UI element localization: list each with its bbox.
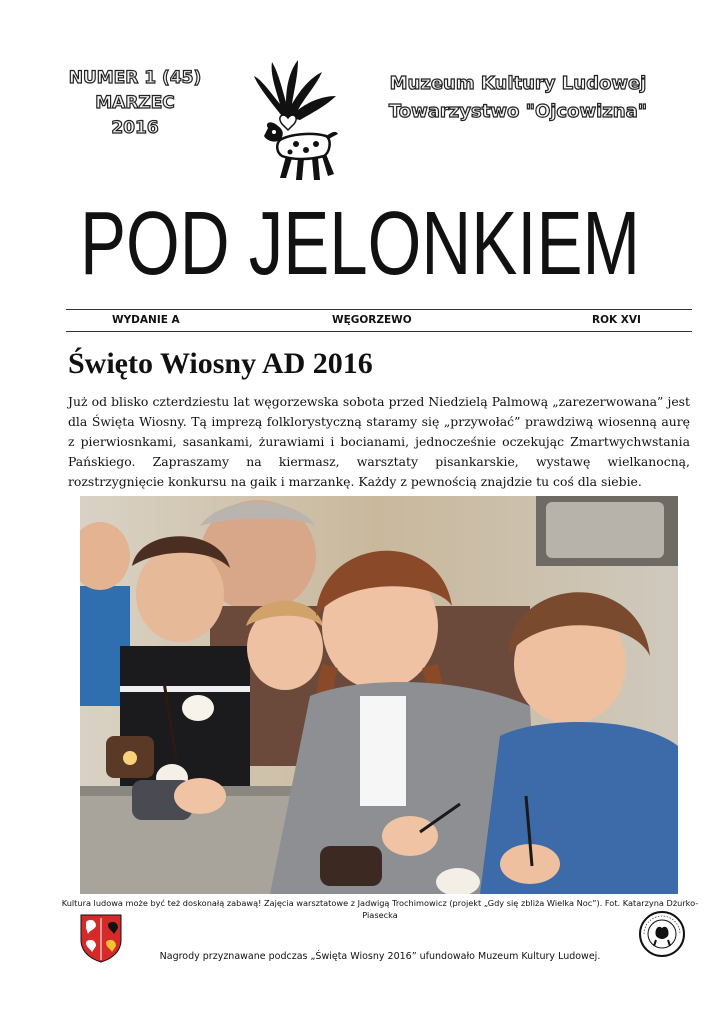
article-lead: Już od blisko czterdziestu lat węgorzewska sobota przed Niedzielą Palmową „zarezerwowana” jest dla Święta Wiosny. Tą imprezą folklorystyczną staramy się „przywołać” prawdziwą wiosenną aurę z pierwiosnkami, sasankami, żurawiami i bocianami, jednocześnie oczekując Zmartwychwstania Pańskiego. Zapraszamy na kiermasz, warsztaty pisankarskie, wystawę wielkanocną, rozstrzygnięcie konkursu na gaik i marzankę. Każdy z pewnością znajdzie tu coś dla siebie. [68, 394, 690, 489]
publishers [372, 70, 664, 126]
masthead [70, 162, 650, 292]
coat-of-arms-icon [78, 912, 124, 964]
edition-label: WYDANIE A [112, 314, 180, 326]
photo-caption: Kultura ludowa może być też doskonałą zabawą! Zajęcia warsztatowe z Jadwigą Trochimowicz (projekt „Gdy się zbliża Wielka Noc”). Fot. Katarzyna Dżurko-Piasecka [61, 898, 699, 920]
workshop-photo [80, 496, 678, 894]
issue-month: MARZEC [95, 93, 175, 113]
top-rule [66, 309, 692, 310]
museum-stamp-icon [638, 910, 686, 958]
issue-info [60, 66, 210, 141]
issue-year: 2016 [111, 118, 159, 138]
publisher-society: Towarzystwo "Ojcowizna" [388, 101, 648, 122]
article-headline: Święto Wiosny AD 2016 [68, 347, 373, 380]
bottom-rule [66, 331, 692, 332]
place-label: WĘGORZEWO [332, 314, 412, 326]
footer-note: Nagrody przyznawane podczas „Święta Wiosny 2016” ufundowało Muzeum Kultury Ludowej. [159, 951, 601, 962]
info-bar [66, 314, 692, 328]
issue-number: NUMER 1 (45) [68, 68, 202, 88]
year-label: ROK XVI [592, 314, 641, 326]
masthead-title: POD JELONKIEM [80, 194, 640, 292]
publisher-museum: Muzeum Kultury Ludowej [389, 73, 647, 94]
